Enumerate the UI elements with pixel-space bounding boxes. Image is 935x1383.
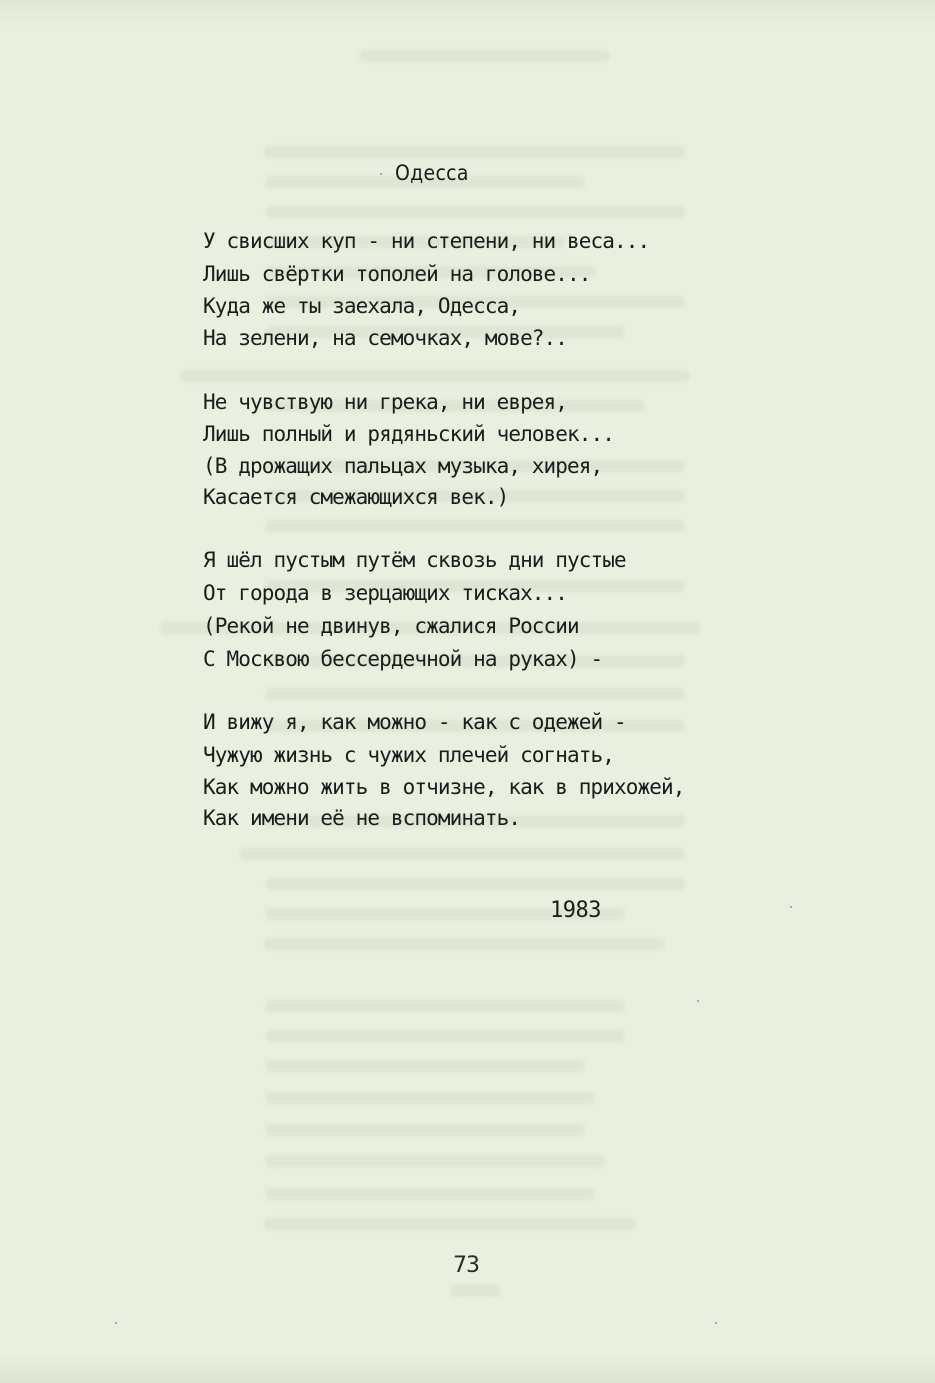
poem-line: (В дрожащих пальцах музыка, хирея, — [203, 454, 603, 478]
poem-year: 1983 — [550, 898, 601, 923]
page-bottom-edge — [0, 1353, 935, 1383]
page-number: 73 — [453, 1253, 479, 1278]
page-top-edge — [0, 0, 935, 28]
poem-title: Одесса — [395, 161, 469, 185]
poem-line: У свисших куп - ни степени, ни веса... — [203, 229, 650, 253]
poem-line: С Москвою бессердечной на руках) - — [203, 647, 603, 671]
poem-line: Как можно жить в отчизне, как в прихожей, — [203, 775, 685, 799]
poem-line: И вижу я, как можно - как с одежей - — [203, 710, 626, 734]
poem-line: Я шёл пустым путём сквозь дни пустые — [203, 548, 626, 572]
poem-line: На зелени, на семочках, мове?.. — [203, 326, 568, 350]
poem-line: Не чувствую ни грека, ни еврея, — [203, 390, 568, 414]
poem-line: Куда же ты заехала, Одесса, — [203, 294, 521, 318]
poem-line: Чужую жизнь с чужих плечей согнать, — [203, 743, 615, 767]
poem-line: Лишь свёртки тополей на голове... — [203, 262, 591, 286]
poem-line: Касается смежающихся век.) — [203, 485, 509, 509]
poem-line: От города в зерцающих тисках... — [203, 581, 568, 605]
poem-line: (Рекой не двинув, сжалися России — [203, 614, 579, 638]
poem-line: Лишь полный и рядяньский человек... — [203, 422, 615, 446]
poem-line: Как имени её не вспоминать. — [203, 806, 521, 830]
